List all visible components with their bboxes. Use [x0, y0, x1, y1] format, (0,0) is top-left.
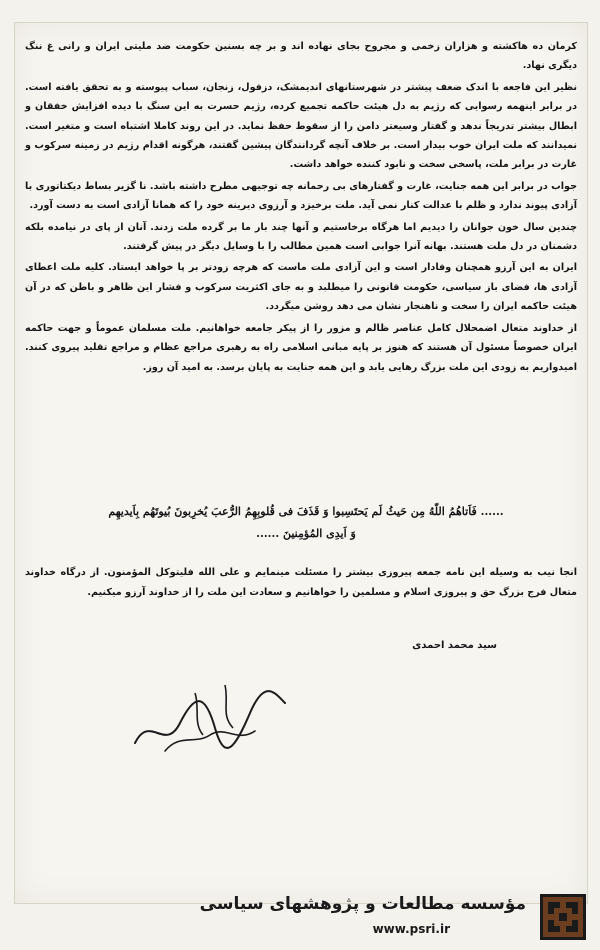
sender-name: سید محمد احمدی	[412, 640, 497, 651]
paragraph-2: نظیر این فاجعه با اندک ضعف پیشتر در شهرستانهای اندیمشک، دزفول، زنجان، سباب پیوسته و به تحقق یافته است. در برابر اینهمه رسوایی که رژیم به دل هیئت حاکمه تجمیع کرده، رژیم حسرت به این سنگ با دیده افزایش خفقان و ابطال بیشتر تدریجاً ندهد و گفتار وسیعتر دامن را از سقوط حفظ نماید. در این روند کاملا اشتباه است و متغیر است. نمیدانند که ملت ایران خوب بیدار است. بر خلاف آنچه گردانندگان پیشین گفتند، هرگونه اقدام رژیم در زمینه سرکوب و غارت در برابر ملت، پاسخی سخت و نابود کننده خواهد داشت.	[25, 81, 577, 171]
document-page	[14, 22, 588, 904]
organization-name: مؤسسه مطالعات و پژوهشهای سیاسی	[199, 894, 526, 914]
closing-paragraph: انجا نیب به وسیله این نامه جمعه پیروزی بیشتر را مسئلت مینمایم و علی الله فلیتوکل المؤمنون. از درگاه خداوند متعال فرج بزرگ حق و پیروزی اسلام و مسلمین را خواهانیم و سعادت این ملت را از خداوند آرزو میکنیم.	[25, 567, 577, 598]
footer	[0, 888, 600, 950]
organization-website[interactable]: www.psri.ir	[372, 922, 450, 936]
verse-line-2: وَ اَیدِی المُؤمِنینَ ......	[256, 527, 356, 540]
quran-verse	[45, 501, 567, 545]
paragraph-3: جواب در برابر این همه جنایت، غارت و گفتارهای بی رحمانه چه توجیهی مطرح داشته باشد. نا گزیر بساط دیکتاتوری با آزادی پیوند ندارد و ظلم با عدالت کنار نمی آید. ملت برخیزد و آرزوی دیرینه خود را که همانا آزادی است به دست آورد.	[25, 180, 577, 212]
handwritten-signature	[125, 673, 295, 758]
paragraph-5: ایران به این آرزو همچنان وفادار است و این آزادی ملت ماست که هرچه زودتر بر پا خواهد ایستاد. کلیه ملت اعطای آزادی ها، فضای باز سیاسی، حکومت قانونی را میطلبد و به جای اکثریت سرکوب و فشار این ظاهر و باطن که در آن هیئت حاکمه ایران را سخت و ناهنجار نشان می دهد روشن میگردد.	[25, 262, 577, 313]
paragraph-4: چندین سال خون جوانان را دیدیم اما هرگاه برخاستیم و آنها چند بار ما بر گرده ملت زدند. آنان از پای در نیامده بلکه دشمنان در دل ملت هستند. بهانه آنرا جوابی است همین مطالب را با وسایل دیگر در پیش گرفتند.	[25, 221, 577, 253]
verse-line-1: ...... فَاَتاهُمُ اللّهُ مِن حَیثُ لَم یَحتَسِبوا وَ قَذَفَ فی قُلوبِهِمُ الرُّعبَ یُخرِبونَ بُیوتَهُم بِاَیدیهِم	[108, 505, 504, 518]
paragraph-1: کرمان ده هاکشته و هزاران زخمی و مجروح بجای نهاده اند و بر چه بسنین حکومت ضد ملیتی ایران و رانی غ ننگ دیگری نهاد.	[25, 41, 577, 72]
paragraph-6: از خداوند متعال اضمحلال کامل عناصر ظالم و مزور را از پیکر جامعه خواهانیم. ملت مسلمان عموماً و جهت حاکمه ایران خصوصاً مسئول آن هستند که هنوز بر پایه مبانی اسلامی راه به رهبری مراجع عظام و مراجع تقلید پیروی کنند. امیدواریم به زودی این ملت بزرگ رهایی یابد و این همه جنایت به پایان برسد. به امید آن روز.	[25, 322, 577, 373]
psri-logo-icon	[540, 894, 586, 940]
document-body	[25, 37, 577, 377]
